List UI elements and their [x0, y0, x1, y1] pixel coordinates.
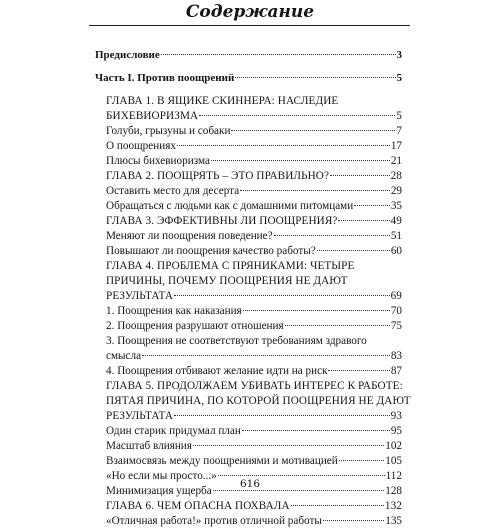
toc-entry-page: 5 — [396, 72, 402, 84]
toc-entry-label: Масштаб влияния — [106, 440, 192, 452]
toc-entry-label: 2. Поощрения разрушают отношения — [106, 320, 284, 332]
toc-entry[interactable] — [106, 124, 402, 139]
toc-entry-label: Меняют ли поощрения поведение? — [106, 230, 273, 242]
toc-entry-part1[interactable] — [95, 71, 402, 86]
toc-entry[interactable] — [106, 154, 402, 169]
toc-entry-page: 69 — [390, 290, 402, 302]
dot-leader — [218, 475, 385, 476]
dot-leader — [338, 220, 389, 221]
dot-leader — [243, 310, 390, 311]
dot-leader — [211, 160, 390, 161]
table-of-contents — [95, 48, 411, 529]
toc-entry-page: 60 — [390, 245, 402, 257]
toc-section-list — [95, 124, 402, 169]
toc-entry[interactable] — [106, 244, 402, 259]
dot-leader — [174, 415, 390, 416]
toc-chapter-3[interactable] — [95, 214, 402, 229]
toc-chapter-title-line: ПРИЧИНЫ, ПОЧЕМУ ПООЩРЕНИЯ НЕ ДАЮТ — [106, 275, 348, 287]
page-title: Содержание — [185, 2, 315, 22]
dot-leader — [323, 520, 384, 521]
toc-entry-label: Повышают ли поощрения качество работы? — [106, 245, 316, 257]
toc-entry-label: ГЛАВА 3. ЭФФЕКТИВНЫ ЛИ ПООЩРЕНИЯ? — [106, 215, 338, 227]
toc-entry-preface[interactable] — [95, 48, 402, 63]
toc-entry-label-line: 3. Поощрения не соответствуют требованиям здравого — [106, 335, 367, 347]
page-number: 616 — [239, 478, 261, 490]
toc-entry-page: 21 — [390, 155, 402, 167]
toc-section-list — [95, 229, 402, 259]
toc-chapter-title-line: ПЯТАЯ ПРИЧИНА, ПО КОТОРОЙ ПООЩРЕНИЯ НЕ ДАЮТ — [106, 395, 411, 407]
dot-leader — [161, 54, 396, 55]
toc-entry-item4c[interactable] — [95, 334, 402, 364]
toc-entry-label: Плюсы бихевиоризма — [106, 155, 210, 167]
toc-entry-page: 75 — [390, 320, 402, 332]
toc-entry-label: Оставить место для десерта — [106, 185, 240, 197]
toc-chapter-title-line: БИХЕВИОРИЗМА — [106, 110, 199, 122]
toc-entry-label: «Но если мы просто...» — [106, 470, 217, 482]
dot-leader — [240, 190, 390, 191]
toc-entry-page: 83 — [390, 350, 402, 362]
toc-entry[interactable] — [106, 514, 402, 529]
dot-leader — [142, 355, 390, 356]
toc-entry[interactable] — [106, 229, 402, 244]
toc-entry-label: ГЛАВА 2. ПООЩРЯТЬ – ЭТО ПРАВИЛЬНО? — [106, 170, 330, 182]
toc-entry-page: 51 — [390, 230, 402, 242]
dot-leader — [285, 325, 390, 326]
toc-chapter-2[interactable] — [95, 169, 402, 184]
toc-chapter-1[interactable] — [95, 94, 402, 124]
toc-entry[interactable] — [106, 199, 402, 214]
toc-entry-label: Обращаться с людьми как с домашними питомцами — [106, 200, 354, 212]
toc-entry-page: 132 — [384, 500, 402, 512]
toc-entry-page: 29 — [390, 185, 402, 197]
toc-chapter-5[interactable] — [95, 379, 411, 424]
toc-entry-label: ГЛАВА 6. ЧЕМ ОПАСНА ПОХВАЛА — [106, 500, 290, 512]
dot-leader — [339, 460, 384, 461]
toc-entry-label: Голуби, грызуны и собаки — [106, 125, 231, 137]
dot-leader — [199, 115, 395, 116]
toc-entry[interactable] — [106, 439, 402, 454]
dot-leader — [242, 430, 390, 431]
toc-chapter-title-line: РЕЗУЛЬТАТА — [106, 290, 174, 302]
toc-entry-label: «Отличная работа!» против отличной работы — [106, 515, 322, 527]
toc-section-list — [95, 184, 402, 214]
dot-leader — [328, 370, 389, 371]
toc-entry-page: 28 — [390, 170, 402, 182]
toc-entry[interactable] — [106, 184, 402, 199]
toc-entry-label: 4. Поощрения отбивают желание идти на риск — [106, 365, 328, 377]
toc-entry-page: 102 — [385, 440, 402, 452]
toc-entry-label: 1. Поощрения как наказания — [106, 305, 242, 317]
toc-chapter-title-line: ГЛАВА 1. В ЯЩИКЕ СКИННЕРА: НАСЛЕДИЕ — [106, 95, 339, 107]
toc-entry-item4d[interactable] — [95, 364, 402, 379]
toc-entry-page: 7 — [396, 125, 402, 137]
toc-entry-page: 105 — [385, 455, 402, 467]
toc-entry-label-line: смысла — [106, 350, 142, 362]
toc-entry-label: Взаимосвязь между поощрениями и мотивацией — [106, 455, 338, 467]
toc-entry-page: 87 — [390, 365, 402, 377]
toc-section-list — [95, 514, 402, 529]
toc-entry-label: Минимизация ущерба — [106, 485, 212, 497]
toc-section-list — [95, 304, 402, 334]
toc-entry-page: 5 — [396, 110, 402, 122]
toc-entry-page: 128 — [385, 485, 402, 497]
toc-entry-page: 70 — [390, 305, 402, 317]
dot-leader — [354, 205, 390, 206]
toc-entry-page: 49 — [390, 215, 402, 227]
dot-leader — [330, 175, 390, 176]
toc-chapter-6[interactable] — [95, 499, 402, 514]
toc-entry-page: 3 — [396, 49, 402, 61]
toc-entry[interactable] — [106, 304, 402, 319]
toc-entry-page: 95 — [390, 425, 402, 437]
toc-entry-page: 93 — [390, 410, 402, 422]
dot-leader — [235, 77, 395, 78]
toc-entry[interactable] — [106, 319, 402, 334]
dot-leader — [213, 490, 385, 491]
toc-chapter-title-line: ГЛАВА 5. ПРОДОЛЖАЕМ УБИВАТЬ ИНТЕРЕС К РАБОТЕ: — [106, 380, 403, 392]
toc-entry-label: Часть I. Против поощрений — [95, 72, 235, 84]
dot-leader — [317, 250, 390, 251]
toc-entry-page: 112 — [385, 470, 402, 482]
dot-leader — [231, 130, 395, 131]
dot-leader — [193, 445, 384, 446]
dot-leader — [174, 295, 390, 296]
toc-entry-page: 35 — [390, 200, 402, 212]
toc-entry-label: Предисловие — [95, 49, 160, 61]
dot-leader — [291, 505, 384, 506]
dot-leader — [177, 145, 390, 146]
toc-entry[interactable] — [106, 139, 402, 154]
toc-entry-page: 135 — [385, 515, 402, 527]
toc-entry-page: 17 — [390, 140, 402, 152]
toc-entry-label: Один старик придумал план — [106, 425, 241, 437]
toc-chapter-title-line: РЕЗУЛЬТАТА — [106, 410, 174, 422]
toc-entry-label: О поощрениях — [106, 140, 176, 152]
toc-entry[interactable] — [106, 454, 402, 469]
dot-leader — [274, 235, 390, 236]
toc-chapter-title-line: ГЛАВА 4. ПРОБЛЕМА С ПРЯНИКАМИ: ЧЕТЫРЕ — [106, 260, 355, 272]
toc-entry[interactable] — [106, 424, 402, 439]
title-divider — [89, 25, 410, 26]
toc-chapter-4[interactable] — [95, 259, 402, 304]
